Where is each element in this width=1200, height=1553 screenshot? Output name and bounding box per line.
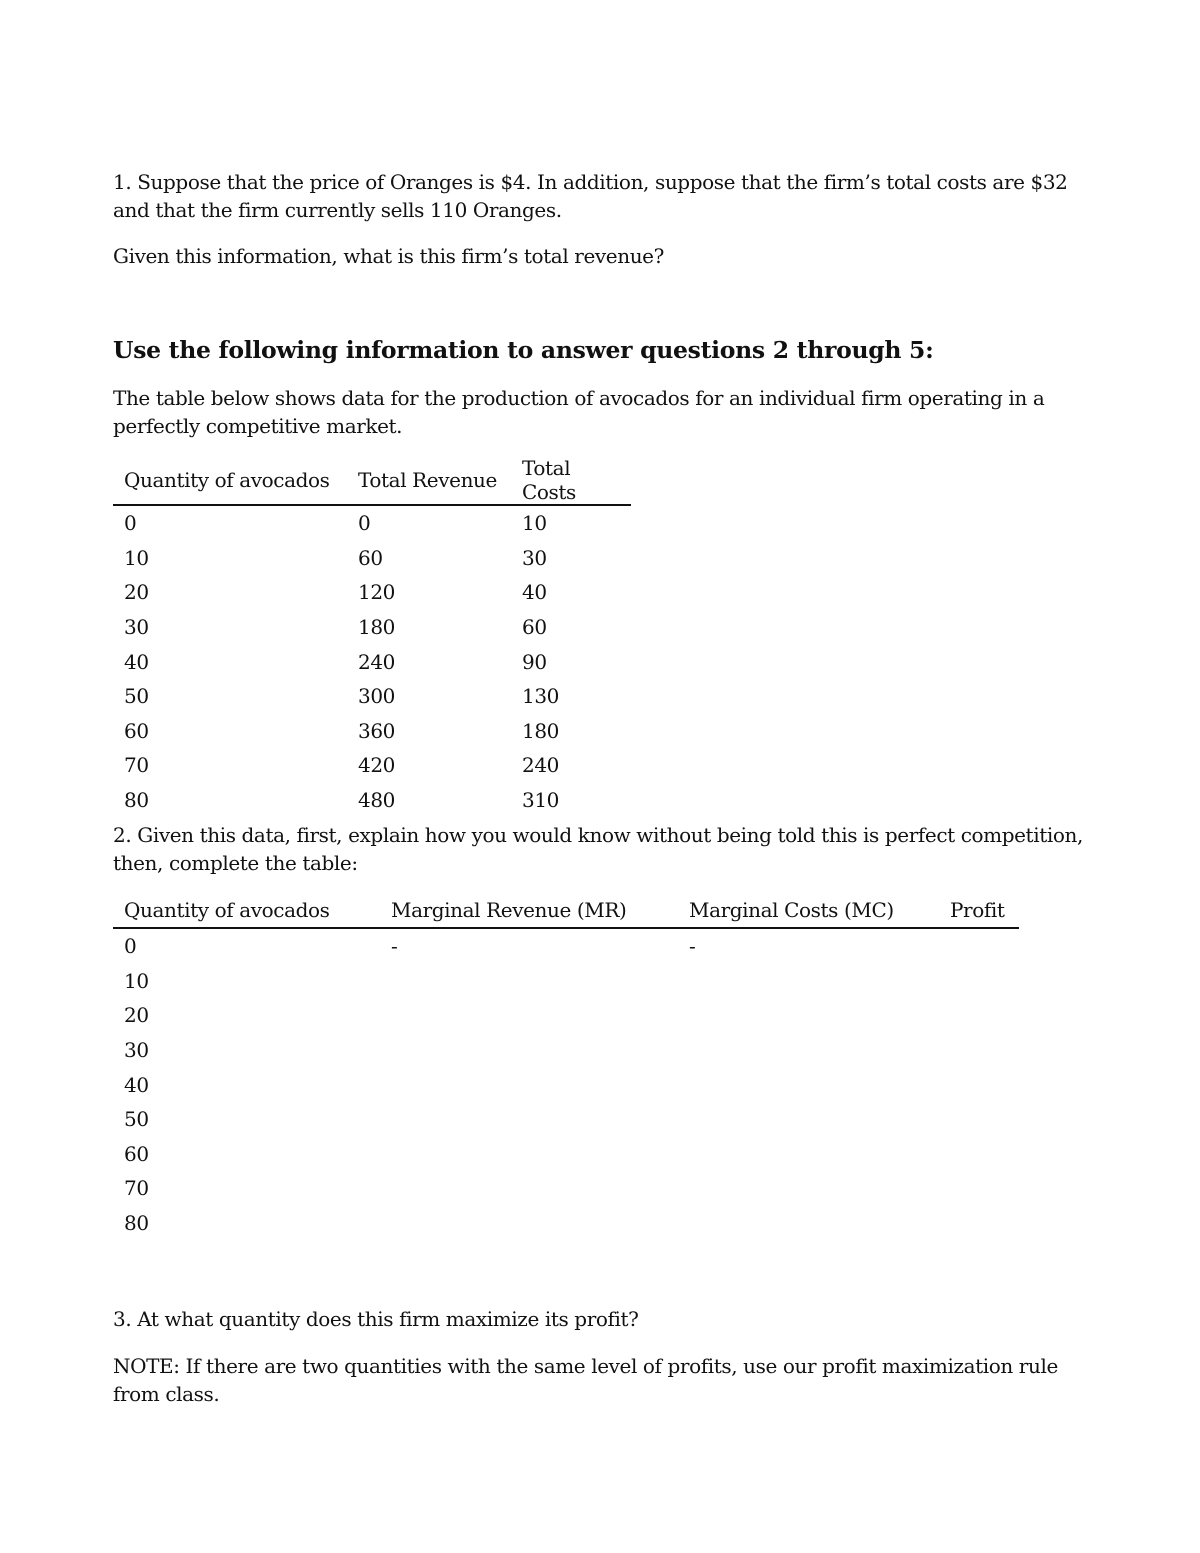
- table-cell: [939, 998, 1019, 1033]
- table-cell: [939, 928, 1019, 964]
- table-cell: 50: [124, 684, 149, 709]
- column-header-quantity: Quantity of avocados: [124, 898, 330, 922]
- table-cell: 30: [124, 1038, 149, 1063]
- table-cell: [678, 1137, 939, 1172]
- table-cell: 40: [522, 580, 547, 605]
- table-cell: 60: [124, 718, 149, 743]
- question-2-text: 2. Given this data, first, explain how you would know without being told this is perfect competition, then, complete the table:: [113, 823, 1083, 875]
- table-cell: [939, 1206, 1019, 1241]
- table-cell: 70: [124, 753, 149, 778]
- table-cell: 50: [124, 1107, 149, 1132]
- table-cell: 240: [358, 649, 395, 674]
- table-cell: 130: [522, 684, 559, 709]
- table-cell: [678, 1067, 939, 1102]
- table-cell: 420: [358, 753, 395, 778]
- question-3-text: 3. At what quantity does this firm maximize its profit?: [113, 1307, 639, 1331]
- column-header-total-costs: Total Costs: [522, 456, 576, 504]
- table-cell: [380, 1137, 678, 1172]
- table-cell: 10: [124, 968, 149, 993]
- table-cell: -: [391, 934, 398, 959]
- table-cell: 300: [358, 684, 395, 709]
- table-row: [113, 644, 631, 679]
- column-header-marginal-costs: Marginal Costs (MC): [689, 898, 894, 922]
- table-cell: 30: [124, 615, 149, 640]
- table-cell: 60: [124, 1141, 149, 1166]
- table-cell: -: [689, 934, 696, 959]
- table-cell: [380, 1067, 678, 1102]
- table-cell: 60: [358, 545, 383, 570]
- table-row: [113, 964, 1019, 999]
- table-cell: [678, 1171, 939, 1206]
- table-cell: 0: [124, 511, 137, 536]
- table-cell: 0: [358, 511, 371, 536]
- marginal-analysis-table: [113, 893, 1019, 1240]
- table-cell: 30: [522, 545, 547, 570]
- table-cell: [678, 1033, 939, 1068]
- table-row: [113, 928, 1019, 964]
- table-cell: 0: [124, 934, 137, 959]
- column-header-marginal-revenue: Marginal Revenue (MR): [391, 898, 627, 922]
- table-cell: 20: [124, 580, 149, 605]
- table-row: [113, 714, 631, 749]
- table-cell: 10: [522, 511, 547, 536]
- table-cell: [380, 964, 678, 999]
- table-row: [113, 998, 1019, 1033]
- table-cell: 180: [522, 718, 559, 743]
- table-cell: [678, 964, 939, 999]
- table-row: [113, 575, 631, 610]
- table-row: [113, 1171, 1019, 1206]
- table-row: [113, 679, 631, 714]
- table-row: [113, 610, 631, 645]
- table-cell: [380, 1033, 678, 1068]
- table-row: [113, 1033, 1019, 1068]
- table-cell: 80: [124, 788, 149, 813]
- production-data-table: [113, 456, 631, 817]
- question-3-note: NOTE: If there are two quantities with the same level of profits, use our profit maximization rule from class.: [113, 1354, 1058, 1406]
- column-header-quantity: Quantity of avocados: [124, 468, 330, 492]
- table-row: [113, 783, 631, 818]
- table-cell: 80: [124, 1211, 149, 1236]
- table-cell: 60: [522, 615, 547, 640]
- table-cell: [678, 1206, 939, 1241]
- table-cell: [380, 1206, 678, 1241]
- table-cell: [939, 1067, 1019, 1102]
- table-cell: 90: [522, 649, 547, 674]
- table-cell: [380, 1171, 678, 1206]
- table-cell: [939, 1137, 1019, 1172]
- question-1-text: 1. Suppose that the price of Oranges is $4. In addition, suppose that the firm’s total costs are $32 and that the firm currently sells 110 Oranges.: [113, 170, 1068, 222]
- table-cell: 120: [358, 580, 395, 605]
- table-row: [113, 541, 631, 576]
- table-cell: [939, 964, 1019, 999]
- table-cell: 180: [358, 615, 395, 640]
- table-cell: 310: [522, 788, 559, 813]
- table-row: [113, 748, 631, 783]
- table-cell: 240: [522, 753, 559, 778]
- column-header-total-revenue: Total Revenue: [358, 468, 497, 492]
- table-cell: [939, 1102, 1019, 1137]
- table-cell: 10: [124, 545, 149, 570]
- table-cell: [939, 1171, 1019, 1206]
- section-heading: Use the following information to answer questions 2 through 5:: [113, 336, 934, 364]
- table-row: [113, 1206, 1019, 1241]
- table-row: [113, 505, 631, 541]
- table-cell: 20: [124, 1003, 149, 1028]
- table-cell: [380, 998, 678, 1033]
- table-cell: [939, 1033, 1019, 1068]
- table-cell: 360: [358, 718, 395, 743]
- table-row: [113, 1067, 1019, 1102]
- table-cell: [678, 998, 939, 1033]
- table-cell: 70: [124, 1176, 149, 1201]
- table-header-row: [113, 893, 1019, 928]
- table-row: [113, 1137, 1019, 1172]
- table-cell: [380, 1102, 678, 1137]
- table-cell: 40: [124, 1072, 149, 1097]
- table-cell: 40: [124, 649, 149, 674]
- column-header-profit: Profit: [950, 898, 1005, 922]
- section-intro: The table below shows data for the production of avocados for an individual firm operating in a perfectly competitive market.: [113, 386, 1045, 438]
- table-header-row: [113, 456, 631, 505]
- table-cell: [678, 1102, 939, 1137]
- question-1-prompt: Given this information, what is this firm’s total revenue?: [113, 244, 664, 268]
- table-cell: 480: [358, 788, 395, 813]
- table-row: [113, 1102, 1019, 1137]
